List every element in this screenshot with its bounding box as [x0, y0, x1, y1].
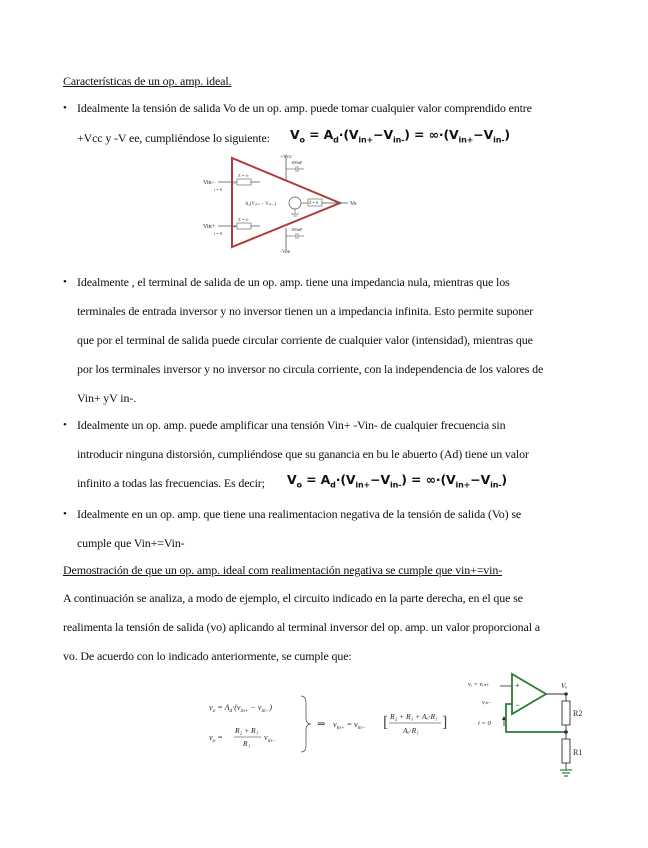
vo-label: Vₒ	[561, 682, 568, 690]
bullet2-line4: por los terminales inversor y no inversor no circula corriente, con la independencia de los valores de	[77, 362, 544, 376]
svg-text:⇒: ⇒	[317, 719, 326, 730]
svg-text:Aₐ·R₁: Aₐ·R₁	[403, 726, 419, 735]
svg-text:vo= Ad·(vin+ − vin−): $v_o = A_d\cdot(v_{in+} - v_{in-})$	[209, 703, 273, 714]
vi-label: vᵢ = vᵢₙ₊	[468, 681, 490, 688]
i-bottom-label: i = 0	[214, 231, 223, 236]
bullet-marker: •	[63, 508, 67, 520]
svg-text:R₁: R₁	[243, 739, 251, 748]
z-bottom-label: Z = ∞	[238, 217, 249, 222]
heading-characteristics: Características de un op. amp. ideal.	[63, 74, 232, 88]
resistor-r2	[562, 701, 570, 725]
bullet2-line1: Idealmente , el terminal de salida de un op. amp. tiene una impedancia nula, mientras que los	[77, 275, 510, 289]
bullet3-line2: introducir ninguna distorsión, cumpliéndose que su ganancia en bu le abuerto (Ad) tiene un valor	[77, 447, 529, 461]
vee-label: -Vee	[280, 249, 291, 255]
svg-text:R₂ + R₁ + Aₐ·R₁: R₂ + R₁ + Aₐ·R₁	[390, 712, 438, 721]
bullet2-line2: terminales de entrada inversor y no inversor tienen un a impedancia infinita. Esto permite suponer	[77, 304, 534, 318]
r1-label: R1	[573, 748, 582, 757]
bullet-marker: •	[63, 276, 67, 288]
inverting-sign: −	[515, 700, 521, 710]
paragraph-line1: A continuación se analiza, a modo de ejemplo, el circuito indicado en la parte derecha, en el que se	[63, 591, 523, 605]
noninverting-sign: +	[515, 681, 520, 690]
noninverting-sign: +	[233, 225, 237, 231]
handwritten-equation-1: $V_o = A_d\cdot(V_{in+}-V_{in-}) = \infty\cdot(V_{in+}-V_{in-})$	[290, 127, 510, 145]
bullet2-line5: Vin+ yV in-.	[77, 391, 137, 405]
bullet-marker: •	[63, 102, 67, 114]
cap-bottom-label: 100nF	[291, 227, 303, 232]
feedback-formula	[205, 688, 450, 758]
bullet-marker: •	[63, 419, 67, 431]
cap-top-label: 100nF	[291, 160, 303, 165]
bullet2-line3: que por el terminal de salida puede circular corriente de cualquier valor (intensidad), mientras que	[77, 333, 533, 347]
zout-label: Z = 0	[309, 200, 319, 205]
z-top-label: Z = ∞	[238, 173, 249, 178]
ideal-opamp-diagram	[200, 150, 370, 255]
bullet1-line2: +Vcc y -V ee, cumpliéndose lo siguiente:	[77, 131, 270, 145]
heading-demonstration: Demostración de que un op. amp. ideal com realimentación negativa se cumple que vin+=vin-	[63, 563, 503, 577]
resistor-r1	[562, 739, 570, 763]
bullet1-line1: Idealmente la tensión de salida Vo de un op. amp. puede tomar cualquier valor comprendido entre	[77, 101, 532, 115]
i-zero-label: i = 0	[478, 720, 491, 727]
vin-minus-label: Vin−	[203, 180, 216, 186]
source-label: Aₐ(Vᵢₙ₊ − Vᵢₙ₋)	[245, 202, 276, 207]
handwritten-equation-2: $V_o = A_d\cdot(V_{in+}-V_{in-}) = \infty\cdot(V_{in+}-V_{in-})$	[287, 472, 507, 490]
r2-label: R2	[573, 709, 582, 718]
svg-text:vin+= vin−: $v_{in+} = v_{in-}$	[333, 720, 366, 731]
svg-text:[: [	[383, 714, 389, 731]
paragraph-line2: realimenta la tensión de salida (vo) aplicando al terminal inversor del op. amp. un valor proporcional a	[63, 620, 540, 634]
vo-label: Vo	[350, 201, 357, 207]
paragraph-line3: vo. De acuerdo con lo indicado anteriormente, se cumple que:	[63, 649, 352, 663]
bullet4-line1: Idealmente en un op. amp. que tiene una realimentacion negativa de la tensión de salida (Vo) se	[77, 507, 522, 521]
i-top-label: i = 0	[214, 187, 223, 192]
vin-plus-label: Vin+	[203, 224, 216, 230]
feedback-opamp-circuit	[462, 668, 582, 786]
vcc-label: +Vcc	[280, 154, 292, 160]
bullet4-line2: cumple que Vin+=Vin-	[77, 536, 185, 550]
inverting-sign: −	[233, 181, 237, 187]
svg-text:vo=: $v_o$ =	[209, 733, 223, 744]
svg-text:vin−: $v_{in-}$	[264, 733, 276, 744]
vin-minus-label: vᵢₙ₋	[482, 700, 492, 706]
bullet3-line3: infinito a todas las frecuencias. Es decir;	[77, 476, 265, 490]
bullet3-line1: Idealmente un op. amp. puede amplificar una tensión Vin+ -Vin- de cualquier frecuencia sin	[77, 418, 506, 432]
dependent-source	[289, 197, 301, 209]
svg-text:R₂ + R₁: R₂ + R₁	[235, 726, 259, 735]
svg-text:]: ]	[442, 714, 448, 731]
